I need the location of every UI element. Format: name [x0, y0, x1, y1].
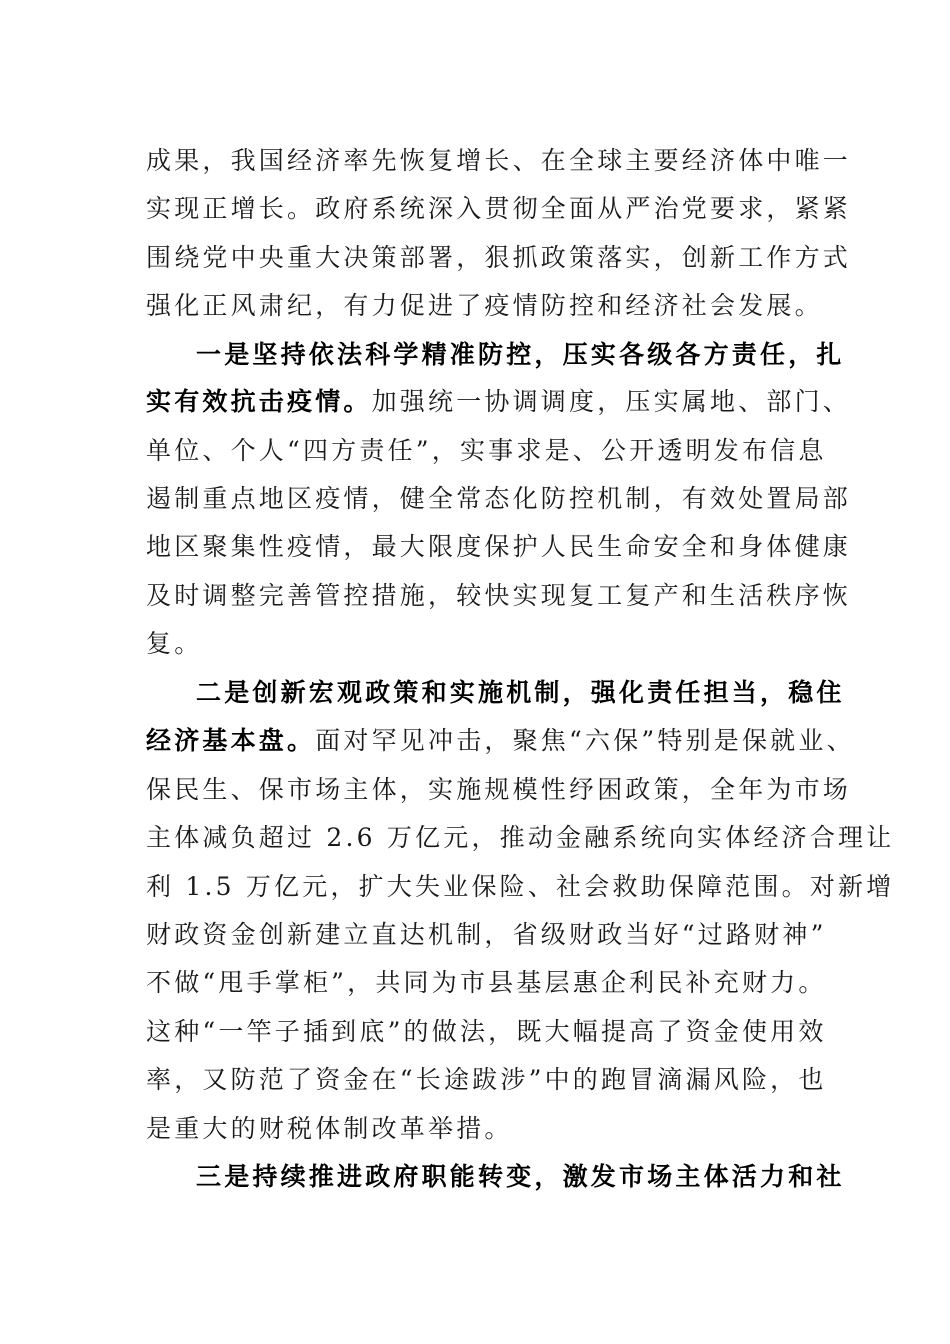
- body-text: 面对罕见冲击，聚焦“六保”特别是保就业、: [315, 726, 855, 755]
- text-line: [146, 579, 852, 613]
- body-text: 实现正增长。政府系统深入贯彻全面从严治党要求，紧紧: [146, 194, 852, 223]
- body-text: 单位、个人“四方责任”，实事求是、公开透明发布信息: [146, 436, 827, 465]
- text-line: [146, 434, 826, 468]
- body-text: 及时调整完善管控措施，较快实现复工复产和生活秩序恢: [146, 581, 852, 610]
- text-line: [146, 1112, 826, 1146]
- body-text: 财政资金创新建立直达机制，省级财政当好“过路财神”: [146, 920, 827, 949]
- body-text: 加强统一协调调度，压实属地、部门、: [371, 387, 852, 416]
- body-text: 这种“一竿子插到底”的做法，既大幅提高了资金使用效: [146, 1017, 827, 1046]
- text-line: [146, 724, 855, 758]
- body-text: 主体减负超过 2.6 万亿元，推动金融系统向实体经济合理让: [146, 823, 895, 852]
- body-text: 地区聚集性疫情，最大限度保护人民生命安全和身体健康: [146, 532, 852, 561]
- text-line: [146, 482, 852, 516]
- body-text: 复。: [146, 629, 203, 658]
- text-line: [196, 1160, 876, 1194]
- text-line: [146, 821, 895, 855]
- text-line: [146, 773, 852, 807]
- body-text: 是重大的财税体制改革举措。: [146, 1114, 513, 1143]
- bold-heading-text: 经济基本盘。: [146, 726, 316, 755]
- text-line: [146, 192, 852, 226]
- body-text: 强化正风肃纪，有力促进了疫情防控和经济社会发展。: [146, 291, 823, 320]
- body-text: 围绕党中央重大决策部署，狠抓政策落实，创新工作方式: [146, 243, 852, 272]
- body-text: 不做“甩手掌柜”，共同为市县基层惠企利民补充财力。: [146, 968, 827, 997]
- body-text: 遏制重点地区疫情，健全常态化防控机制，有效处置局部: [146, 484, 852, 513]
- text-line: [146, 241, 852, 275]
- text-line: [196, 338, 876, 372]
- bold-heading-text: 二是创新宏观政策和实施机制，强化责任担当，稳住: [196, 678, 845, 707]
- body-text: 成果，我国经济率先恢复增长、在全球主要经济体中唯一: [146, 146, 852, 175]
- body-text: 率，又防范了资金在“长途跋涉”中的跑冒滴漏风险，也: [146, 1065, 827, 1094]
- text-line: [146, 918, 826, 952]
- body-text: 保民生、保市场主体，实施规模性纾困政策，全年为市场: [146, 775, 852, 804]
- text-line: [196, 676, 876, 710]
- bold-heading-text: 一是坚持依法科学精准防控，压实各级各方责任，扎: [196, 340, 845, 369]
- text-line: [146, 627, 826, 661]
- text-line: [146, 966, 826, 1000]
- text-line: [146, 289, 826, 323]
- text-line: [146, 144, 852, 178]
- text-line: [146, 385, 852, 419]
- text-line: [146, 870, 895, 904]
- body-text: 利 1.5 万亿元，扩大失业保险、社会救助保障范围。对新增: [146, 872, 895, 901]
- bold-heading-text: 实有效抗击疫情。: [146, 387, 372, 416]
- text-line: [146, 1015, 826, 1049]
- bold-heading-text: 三是持续推进政府职能转变，激发市场主体活力和社: [196, 1162, 845, 1191]
- text-line: [146, 530, 852, 564]
- text-line: [146, 1063, 826, 1097]
